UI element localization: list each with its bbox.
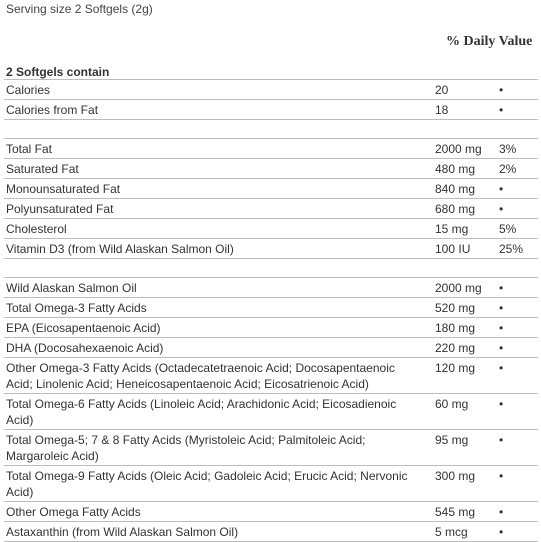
nutrient-amount: 180 mg: [435, 321, 476, 335]
nutrient-daily-value: •: [499, 361, 504, 375]
nutrient-daily-value: •: [499, 525, 504, 539]
nutrient-daily-value: •: [499, 83, 504, 97]
nutrient-amount: 840 mg: [435, 182, 476, 196]
nutrient-amount: 545 mg: [435, 505, 476, 519]
nutrient-name: Monounsaturated Fat: [6, 182, 121, 196]
nutrient-daily-value: •: [499, 103, 504, 117]
nutrient-name: Total Omega-3 Fatty Acids: [6, 301, 147, 315]
serving-size-text: Serving size 2 Softgels (2g): [6, 2, 153, 16]
nutrient-row: [4, 358, 538, 394]
nutrient-amount: 20: [435, 83, 449, 97]
nutrient-daily-value: •: [499, 301, 504, 315]
nutrient-daily-value: •: [499, 202, 504, 216]
nutrient-table: [4, 79, 538, 542]
nutrient-row: [4, 138, 538, 159]
nutrient-row: [4, 338, 538, 358]
nutrient-amount: 15 mg: [435, 222, 469, 236]
nutrient-name: Wild Alaskan Salmon Oil: [6, 281, 137, 295]
nutrient-daily-value: •: [499, 182, 504, 196]
nutrient-amount: 480 mg: [435, 162, 476, 176]
nutrient-row: [4, 298, 538, 318]
nutrient-row: [4, 179, 538, 199]
nutrient-amount: 60 mg: [435, 397, 469, 411]
daily-value-header: % Daily Value: [446, 34, 533, 49]
nutrient-amount: 2000 mg: [435, 142, 482, 156]
nutrient-amount: 120 mg: [435, 361, 476, 375]
nutrient-row: [4, 318, 538, 338]
nutrient-daily-value: 5%: [499, 222, 517, 236]
nutrient-daily-value: •: [499, 433, 504, 447]
nutrient-daily-value: •: [499, 321, 504, 335]
nutrient-name: Calories from Fat: [6, 103, 99, 117]
nutrient-daily-value: •: [499, 281, 504, 295]
nutrient-daily-value: 3%: [499, 142, 517, 156]
nutrient-amount: 300 mg: [435, 469, 476, 483]
nutrient-daily-value: •: [499, 469, 504, 483]
nutrient-row: [4, 199, 538, 219]
nutrient-name: Calories: [6, 83, 51, 97]
nutrient-daily-value: •: [499, 341, 504, 355]
nutrient-daily-value: 25%: [499, 242, 524, 256]
nutrient-row: [4, 522, 538, 542]
nutrient-amount: 520 mg: [435, 301, 476, 315]
nutrient-name: Polyunsaturated Fat: [6, 202, 114, 216]
nutrient-row: [4, 466, 538, 502]
nutrient-amount: 100 IU: [435, 242, 471, 256]
nutrient-name: Total Omega-6 Fatty Acids (Linoleic Acid; Arachidonic Acid; Eicosadienoic Acid): [6, 397, 397, 427]
nutrient-daily-value: •: [499, 397, 504, 411]
nutrient-name: Total Fat: [6, 142, 53, 156]
nutrient-daily-value: •: [499, 505, 504, 519]
nutrient-row: [4, 219, 538, 239]
nutrient-name: Other Omega-3 Fatty Acids (Octadecatetraenoic Acid; Docosapentaenoic Acid; Linolenic Acid; Heneicosapentaenoic Acid; Eicosatrienoic Acid): [6, 361, 395, 391]
nutrient-name: Saturated Fat: [6, 162, 79, 176]
nutrient-row: [4, 239, 538, 259]
nutrient-row: [4, 502, 538, 522]
nutrient-amount: 18: [435, 103, 449, 117]
nutrient-name: Total Omega-5; 7 & 8 Fatty Acids (Myristoleic Acid; Palmitoleic Acid; Margaroleic Acid): [6, 433, 366, 463]
nutrient-daily-value: 2%: [499, 162, 517, 176]
nutrient-row: [4, 394, 538, 430]
nutrient-row: [4, 430, 538, 466]
nutrient-amount: 2000 mg: [435, 281, 482, 295]
nutrient-name: Total Omega-9 Fatty Acids (Oleic Acid; Gadoleic Acid; Erucic Acid; Nervonic Acid): [6, 469, 408, 499]
nutrient-name: Other Omega Fatty Acids: [6, 505, 141, 519]
contents-header: 2 Softgels contain: [6, 65, 110, 79]
nutrient-name: Astaxanthin (from Wild Alaskan Salmon Oil): [6, 525, 239, 539]
nutrient-name: Cholesterol: [6, 222, 67, 236]
nutrient-name: Vitamin D3 (from Wild Alaskan Salmon Oil): [6, 242, 234, 256]
nutrient-row: [4, 79, 538, 100]
nutrient-amount: 5 mcg: [435, 525, 468, 539]
nutrient-name: EPA (Eicosapentaenoic Acid): [6, 321, 161, 335]
nutrient-row: [4, 159, 538, 179]
nutrient-amount: 680 mg: [435, 202, 476, 216]
nutrient-row: [4, 277, 538, 298]
nutrient-amount: 95 mg: [435, 433, 469, 447]
nutrient-name: DHA (Docosahexaenoic Acid): [6, 341, 164, 355]
nutrient-row: [4, 100, 538, 120]
nutrient-amount: 220 mg: [435, 341, 476, 355]
